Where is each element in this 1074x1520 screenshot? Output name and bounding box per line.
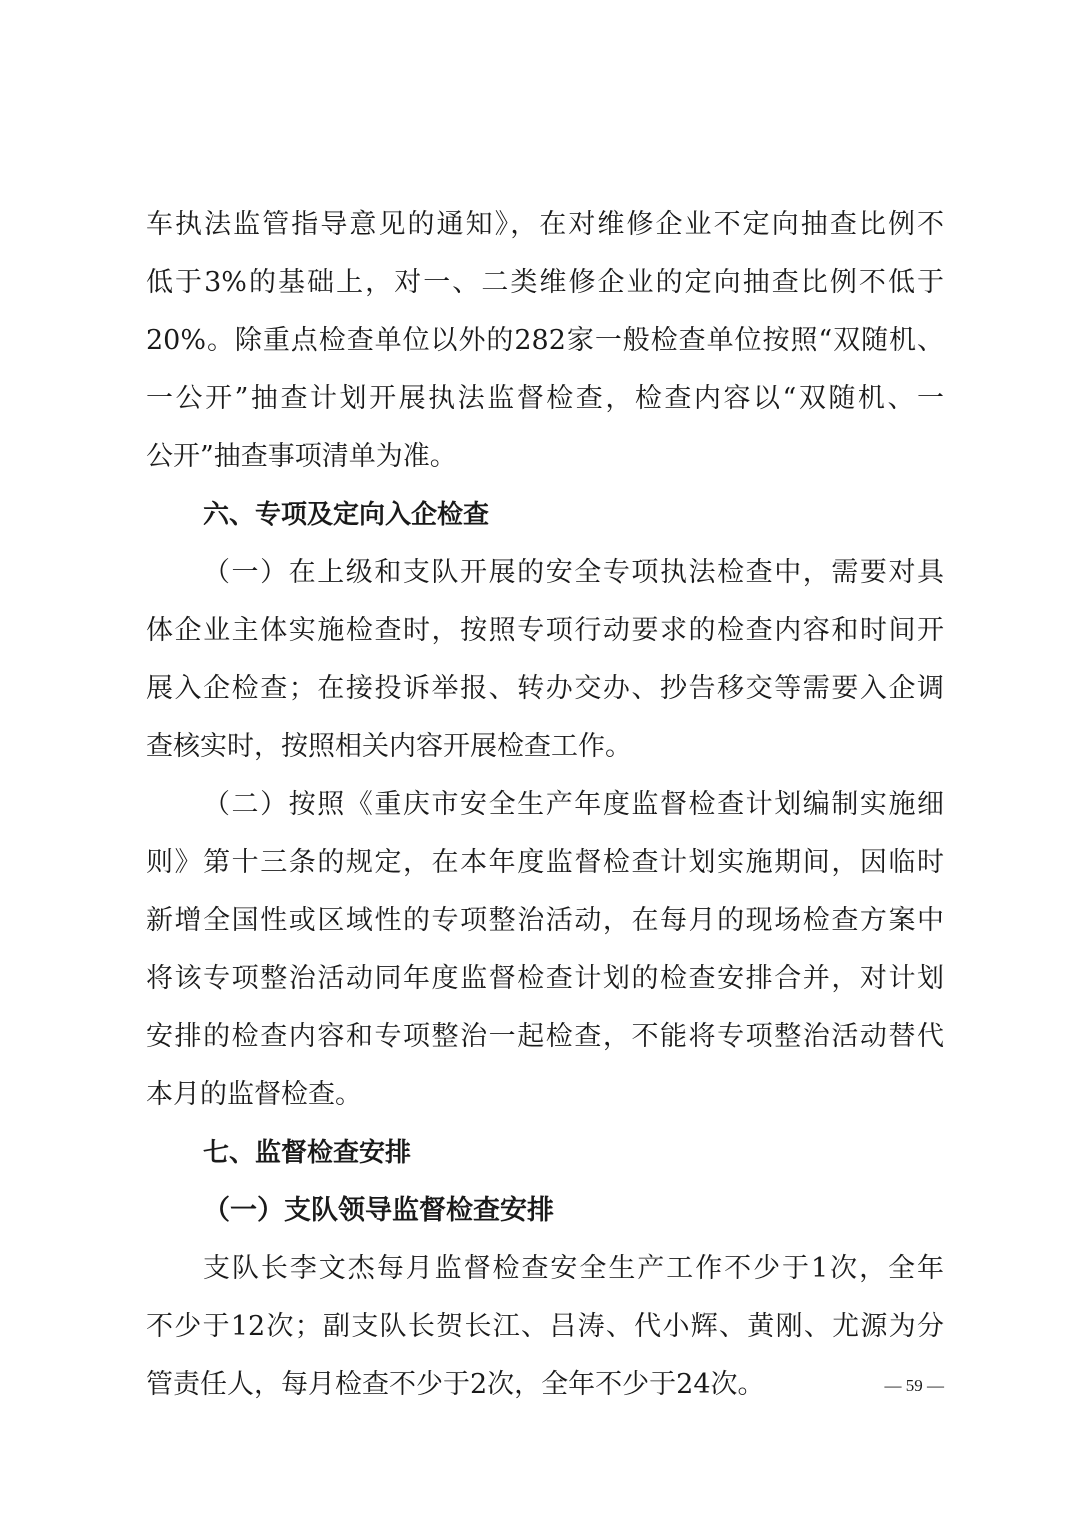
paragraph-line: （二）按照《重庆市安全生产年度监督检查计划编制实施细 [203,789,944,820]
section-heading: 七、监督检查安排 [203,1138,412,1168]
paragraph-line: 则》第十三条的规定，在本年度监督检查计划实施期间，因临时 [146,847,944,878]
paragraph-line: 安排的检查内容和专项整治一起检查，不能将专项整治活动替代 [146,1021,944,1052]
paragraph-line: 公开”抽查事项清单为准。 [146,441,457,472]
paragraph-line: 管责任人，每月检查不少于2次，全年不少于24次。 [146,1369,765,1400]
paragraph-line: 一公开”抽查计划开展执法监督检查，检查内容以“双随机、一 [146,383,944,414]
paragraph-line: 查核实时，按照相关内容开展检查工作。 [146,731,632,762]
paragraph-line: 将该专项整治活动同年度监督检查计划的检查安排合并，对计划 [146,963,944,994]
paragraph-line: （一）在上级和支队开展的安全专项执法检查中，需要对具 [203,557,944,588]
paragraph-line: 本月的监督检查。 [146,1079,362,1110]
section-heading: 六、专项及定向入企检查 [203,500,490,530]
subsection-heading: （一）支队领导监督检查安排 [203,1195,554,1226]
paragraph-line: 低于3%的基础上，对一、二类维修企业的定向抽查比例不低于 [146,267,944,298]
paragraph-line: 体企业主体实施检查时，按照专项行动要求的检查内容和时间开 [146,615,944,646]
page-number: — 59 — [884,1376,944,1395]
body-text [146,196,944,1414]
paragraph-line: 展入企检查；在接投诉举报、转办交办、抄告移交等需要入企调 [146,673,944,704]
paragraph-line: 支队长李文杰每月监督检查安全生产工作不少于1次，全年 [203,1253,944,1284]
paragraph-line: 不少于12次；副支队长贺长江、吕涛、代小辉、黄刚、尤源为分 [146,1311,944,1342]
paragraph-line: 车执法监管指导意见的通知》，在对维修企业不定向抽查比例不 [146,209,944,240]
paragraph-line: 20%。除重点检查单位以外的282家一般检查单位按照“双随机、 [146,325,944,356]
paragraph-line: 新增全国性或区域性的专项整治活动，在每月的现场检查方案中 [146,905,944,936]
